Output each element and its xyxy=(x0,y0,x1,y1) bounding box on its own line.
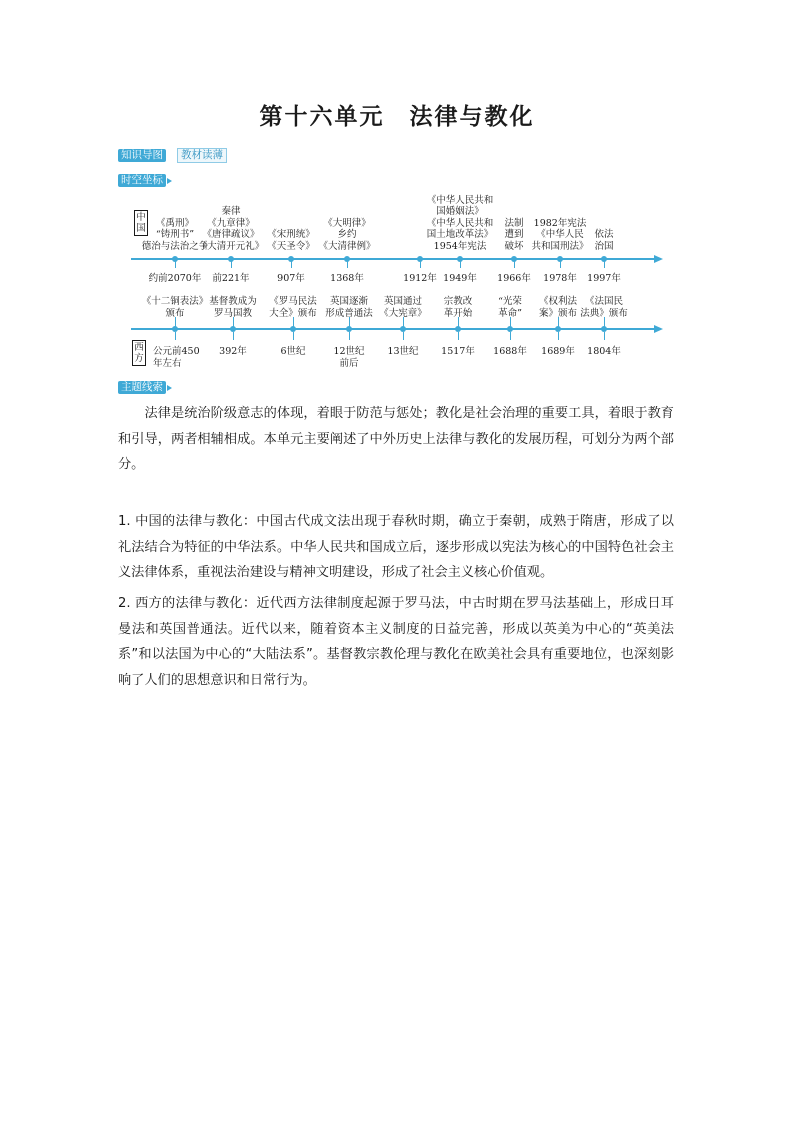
west-event-label: “光荣 革命” xyxy=(498,296,522,319)
china-event-label: 1982年宪法 《中华人民 共和国刑法》 xyxy=(531,217,589,252)
west-event-date: 392年 xyxy=(219,346,247,357)
page-title: 第十六单元 法律与教化 xyxy=(259,104,535,130)
china-event-tick xyxy=(231,260,232,268)
west-event-date: 12世纪 前后 xyxy=(333,346,365,369)
china-axis-arrowhead xyxy=(654,255,663,263)
china-event-date: 1966年 xyxy=(497,273,531,284)
west-event-label: 《权利法 案》颁布 xyxy=(538,296,577,319)
west-event-label: 基督教成为 罗马国教 xyxy=(209,296,257,319)
china-event-date: 约前2070年 xyxy=(148,273,202,284)
intro-paragraph: 法律是统治阶级意志的体现，着眼于防范与惩处；教化是社会治理的重要工具，着眼于教育和引导，两者相辅相成。本单元主要阐述了中外历史上法律与教化的发展历程，可划分为两个部分。 xyxy=(118,406,674,472)
knowledge-map-tag: 知识导图 xyxy=(118,149,166,162)
west-event-date: 1688年 xyxy=(493,346,527,357)
china-event-date: 1368年 xyxy=(330,273,364,284)
west-event-tick-down xyxy=(403,332,404,340)
west-event-label: 《罗马民法 大全》颁布 xyxy=(269,296,317,319)
china-event-label: 《中华人民共和 国婚姻法》 《中华人民共和 国土地改革法》 1954年宪法 xyxy=(426,194,494,252)
china-event-label: 法制 遭到 破坏 xyxy=(504,217,524,252)
west-event-label: 英国通过 《大宪章》 xyxy=(379,296,427,319)
textbook-reading-tag: 教材读薄 xyxy=(177,148,227,163)
west-event-tick-down xyxy=(604,332,605,340)
west-event-tick-down xyxy=(233,332,234,340)
timeline-tag: 时空坐标 xyxy=(118,174,166,187)
china-event-date: 1949年 xyxy=(443,273,477,284)
china-event-label: 《大明律》 乡约 《大清律例》 xyxy=(318,217,376,252)
china-event-tick xyxy=(604,260,605,268)
china-event-label: 《宋刑统》 《天圣令》 xyxy=(267,229,315,252)
china-event-tick xyxy=(420,260,421,268)
china-event-tick xyxy=(460,260,461,268)
west-event-date: 13世纪 xyxy=(387,346,419,357)
west-event-label: 《十二铜表法》 颁布 xyxy=(141,296,209,319)
china-event-date: 907年 xyxy=(277,273,305,284)
china-axis-line xyxy=(131,258,654,260)
west-event-tick-down xyxy=(293,332,294,340)
china-event-label: 《禹刑》 “铸刑书” 德治与法治之争 xyxy=(141,217,209,252)
china-event-date: 1912年 xyxy=(403,273,437,284)
west-event-tick-down xyxy=(558,332,559,340)
theme-tag: 主题线索 xyxy=(118,381,166,394)
west-event-tick-down xyxy=(510,332,511,340)
west-event-label: 英国逐渐 形成普通法 xyxy=(325,296,373,319)
china-event-date: 1978年 xyxy=(543,273,577,284)
west-event-date: 公元前450 年左右 xyxy=(153,346,200,369)
china-event-label: 依法 治国 xyxy=(594,229,614,252)
west-event-date: 1517年 xyxy=(441,346,475,357)
west-event-date: 1804年 xyxy=(587,346,621,357)
china-region-box: 中国 xyxy=(134,210,148,236)
china-event-label: 秦律 《九章律》 《唐律疏议》 《大清开元礼》 xyxy=(197,206,265,252)
west-event-tick-down xyxy=(458,332,459,340)
china-event-tick xyxy=(175,260,176,268)
west-axis-arrowhead xyxy=(654,325,663,333)
china-event-tick xyxy=(514,260,515,268)
west-event-tick-down xyxy=(175,332,176,340)
west-event-date: 6世纪 xyxy=(280,346,306,357)
china-summary-paragraph: 1. 中国的法律与教化：中国古代成文法出现于春秋时期，确立于秦朝，成熟于隋唐，形成了以礼法结合为特征的中华法系。中华人民共和国成立后，逐步形成以宪法为核心的中国特色社会主义法律体系，重视法治建设与精神文明建设，形成了社会主义核心价值观。 xyxy=(118,514,674,580)
china-event-date: 前221年 xyxy=(212,273,250,284)
west-event-label: 《法国民 法典》颁布 xyxy=(580,296,628,319)
west-event-label: 宗教改 革开始 xyxy=(443,296,473,319)
west-axis-line xyxy=(131,328,654,330)
west-event-date: 1689年 xyxy=(541,346,575,357)
china-event-tick xyxy=(291,260,292,268)
west-event-tick-down xyxy=(349,332,350,340)
china-event-date: 1997年 xyxy=(587,273,621,284)
china-event-tick xyxy=(347,260,348,268)
west-region-box: 西方 xyxy=(132,340,146,366)
west-summary-paragraph: 2. 西方的法律与教化：近代西方法律制度起源于罗马法，中古时期在罗马法基础上，形成日耳曼法和英国普通法。近代以来，随着资本主义制度的日益完善，形成以英美为中心的“英美法系”和以法国为中心的“大陆法系”。基督教宗教伦理与教化在欧美社会具有重要地位，也深刻影响了人们的思想意识和日常行为。 xyxy=(118,596,674,688)
china-event-tick xyxy=(560,260,561,268)
